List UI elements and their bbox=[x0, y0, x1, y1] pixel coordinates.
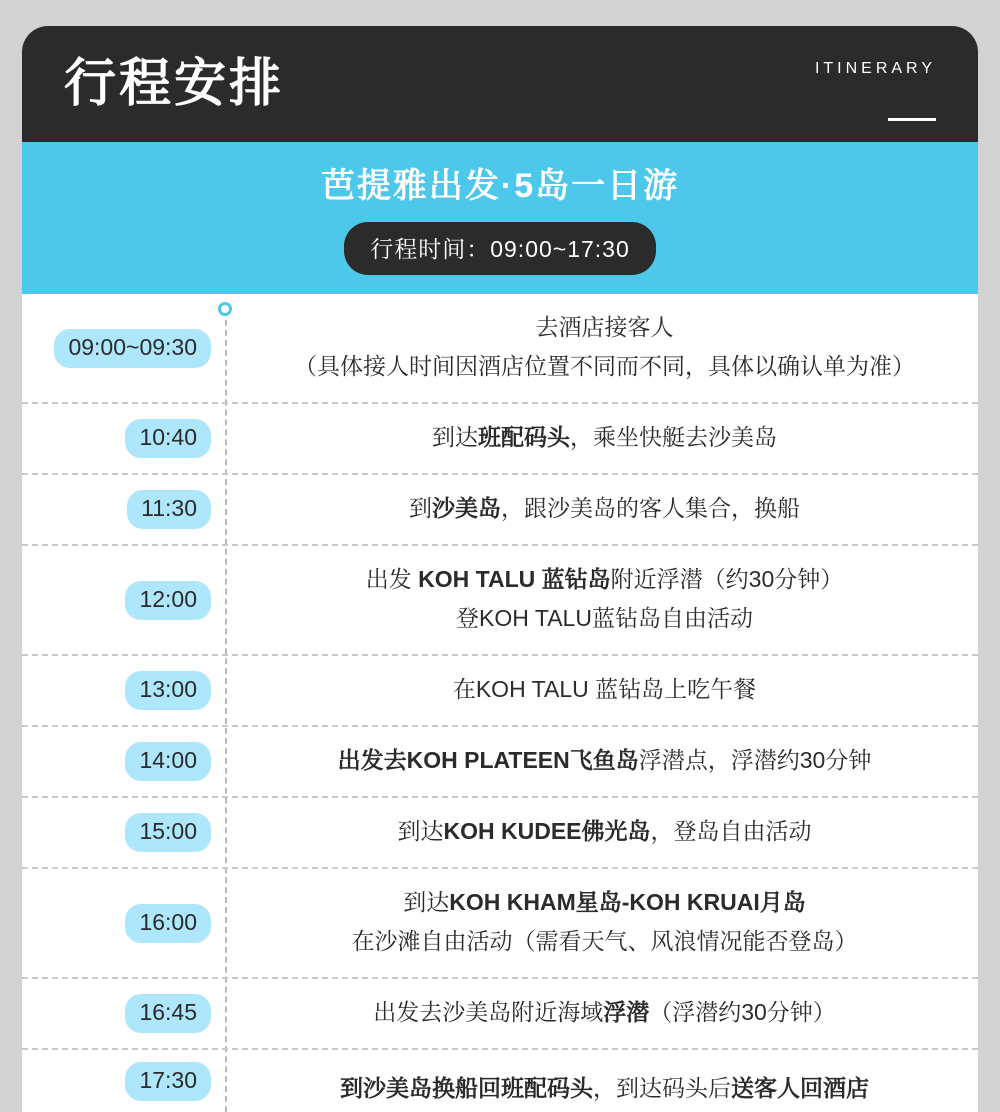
timeline-description-cell bbox=[225, 1055, 978, 1108]
highlight-text: KOH PLATEEN飞鱼岛 bbox=[406, 747, 639, 773]
plain-text: 浮潜点，浮潜约30分钟 bbox=[638, 747, 872, 773]
highlight-text: KOH TALU 蓝钻岛 bbox=[418, 566, 611, 592]
highlight-text: KOH KHAM星岛-KOH KRUAI月岛 bbox=[449, 889, 806, 915]
highlight-text: 班配码头 bbox=[478, 424, 570, 450]
timeline-row bbox=[22, 656, 978, 727]
timeline-time-cell bbox=[22, 671, 225, 710]
plain-text: 到达 bbox=[397, 818, 444, 844]
card-header bbox=[22, 26, 978, 142]
timeline-row bbox=[22, 979, 978, 1050]
time-chip: 12:00 bbox=[125, 581, 211, 620]
timeline-time-cell bbox=[22, 490, 225, 529]
plain-text: ，到达码头后 bbox=[593, 1074, 731, 1101]
timeline-description-cell bbox=[225, 727, 978, 796]
highlight-text: 出发去 bbox=[337, 747, 407, 773]
timeline-description-cell bbox=[225, 404, 978, 473]
time-chip: 14:00 bbox=[125, 742, 211, 781]
plain-text: 去酒店接客人 bbox=[535, 314, 674, 340]
time-chip: 11:30 bbox=[127, 490, 211, 529]
highlight-text: 到 bbox=[340, 1074, 363, 1101]
timeline-row bbox=[22, 727, 978, 798]
timeline-time-cell bbox=[22, 904, 225, 943]
timeline-description-cell bbox=[225, 869, 978, 977]
timeline-time-cell bbox=[22, 581, 225, 620]
highlight-text: 沙美岛 bbox=[432, 495, 501, 521]
highlight-text: KOH KUDEE佛光岛 bbox=[443, 818, 651, 844]
time-chip: 13:00 bbox=[125, 671, 211, 710]
plain-text: 在KOH TALU 蓝钻岛上吃午餐 bbox=[452, 676, 757, 702]
timeline-row bbox=[22, 546, 978, 656]
timeline-time-cell bbox=[22, 994, 225, 1033]
time-chip: 16:45 bbox=[125, 994, 211, 1033]
timeline-description-line bbox=[261, 812, 948, 851]
timeline-row bbox=[22, 798, 978, 869]
timeline-row bbox=[22, 475, 978, 546]
plain-text: 出发去沙美岛附近海域 bbox=[373, 999, 604, 1025]
timeline-description-cell bbox=[225, 546, 978, 654]
timeline-row bbox=[22, 869, 978, 979]
timeline-description-line bbox=[261, 922, 948, 961]
plain-text: （具体接人时间因酒店位置不同而不同，具体以确认单为准） bbox=[294, 353, 915, 379]
plain-text: 在沙滩自由活动（需看天气、风浪情况能否登岛） bbox=[351, 928, 858, 954]
plain-text: 到 bbox=[409, 495, 432, 521]
timeline-description-line bbox=[261, 883, 948, 922]
header-subtitle: ITINERARY bbox=[814, 60, 936, 77]
timeline-description-line bbox=[261, 670, 948, 709]
timeline-description-line bbox=[261, 418, 948, 457]
tour-time-badge: 行程时间：09:00~17:30 bbox=[344, 222, 656, 275]
itinerary-card bbox=[22, 26, 978, 1101]
timeline-description-line bbox=[261, 560, 948, 599]
timeline-row bbox=[22, 404, 978, 475]
plain-text: ，跟沙美岛的客人集合，换船 bbox=[501, 495, 800, 521]
plain-text: 登KOH TALU蓝钻岛自由活动 bbox=[456, 605, 753, 631]
timeline-description-cell bbox=[225, 294, 978, 402]
timeline-description-line bbox=[261, 489, 948, 528]
plain-text: ，乘坐快艇去沙美岛 bbox=[570, 424, 777, 450]
time-chip: 09:00~09:30 bbox=[54, 329, 211, 368]
header-divider bbox=[888, 118, 936, 121]
timeline-description-cell bbox=[225, 656, 978, 725]
timeline-time-cell bbox=[22, 329, 225, 368]
plain-text: （浮潜约30分钟） bbox=[649, 999, 836, 1025]
timeline-description-line bbox=[261, 993, 948, 1032]
highlight-text: 送客人回酒店 bbox=[731, 1074, 869, 1101]
time-chip: 15:00 bbox=[125, 813, 211, 852]
plain-text: 到达 bbox=[432, 424, 478, 450]
highlight-text: 沙美岛换船回班配码头 bbox=[363, 1074, 593, 1101]
plain-text: 附近浮潜（约30分钟） bbox=[610, 566, 844, 592]
time-chip: 16:00 bbox=[125, 904, 211, 943]
plain-text: 到达 bbox=[403, 889, 450, 915]
timeline-time-cell bbox=[22, 813, 225, 852]
timeline-description-cell bbox=[225, 798, 978, 867]
timeline-description-line bbox=[261, 347, 948, 386]
page-title: 行程安排 bbox=[64, 55, 285, 113]
time-chip: 17:30 bbox=[125, 1062, 211, 1101]
timeline-description-line bbox=[261, 599, 948, 638]
timeline-description-line bbox=[261, 741, 948, 780]
plain-text: 出发 bbox=[365, 566, 419, 592]
plain-text: ，登岛自由活动 bbox=[650, 818, 812, 844]
timeline-description-line bbox=[261, 1069, 948, 1108]
timeline-description-cell bbox=[225, 475, 978, 544]
timeline-row bbox=[22, 1050, 978, 1112]
tour-banner bbox=[22, 142, 978, 294]
itinerary-timeline bbox=[22, 294, 978, 1112]
timeline-description-line bbox=[261, 308, 948, 347]
timeline-time-cell bbox=[22, 1062, 225, 1101]
time-chip: 10:40 bbox=[125, 419, 211, 458]
tour-title: 芭提雅出发·5岛一日游 bbox=[320, 167, 680, 205]
timeline-row bbox=[22, 294, 978, 404]
timeline-time-cell bbox=[22, 742, 225, 781]
highlight-text: 浮潜 bbox=[603, 999, 650, 1025]
timeline-time-cell bbox=[22, 419, 225, 458]
timeline-description-cell bbox=[225, 979, 978, 1048]
